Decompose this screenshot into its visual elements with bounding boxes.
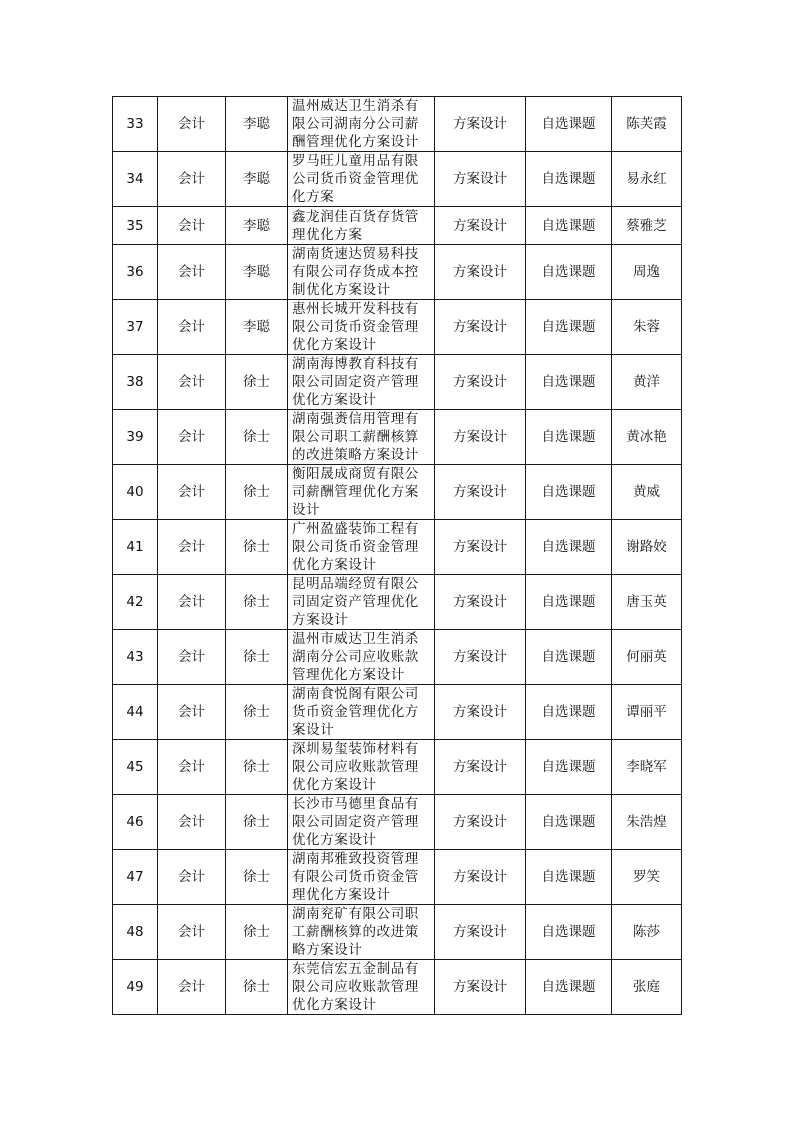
student-name-cell: 黄洋: [612, 355, 682, 410]
topic-title-cell: [288, 152, 435, 207]
topic-title-line: 湖南强赉信用管理有: [292, 411, 419, 427]
advisor-cell: 徐士: [226, 410, 288, 465]
topic-title-line: 限公司职工薪酬核算: [292, 429, 419, 445]
topic-title-line: 东莞信宏五金制品有: [292, 961, 419, 977]
row-number-cell: 40: [113, 465, 158, 520]
topic-type-cell: 方案设计: [435, 740, 526, 795]
student-name-cell: 李晓军: [612, 740, 682, 795]
topic-title-cell: [288, 960, 435, 1015]
topic-type-cell: 方案设计: [435, 575, 526, 630]
advisor-cell: 李聪: [226, 245, 288, 300]
advisor-cell: 徐士: [226, 960, 288, 1015]
topic-title-cell: [288, 410, 435, 465]
topic-title-line: 湖南食悦阁有限公司: [292, 686, 419, 702]
topic-title-line: 限公司湖南分公司薪: [292, 116, 419, 132]
topic-source-cell: 自选课题: [526, 630, 612, 685]
student-name-cell: 唐玉英: [612, 575, 682, 630]
topic-type-cell: 方案设计: [435, 97, 526, 152]
major-cell: 会计: [158, 850, 226, 905]
major-cell: 会计: [158, 465, 226, 520]
topic-title-line: 湖南海博教育科技有: [292, 356, 419, 372]
advisor-cell: 徐士: [226, 630, 288, 685]
topic-title-cell: [288, 795, 435, 850]
topic-title-cell: [288, 630, 435, 685]
topic-title-line: 理优化方案: [292, 226, 363, 243]
student-name-cell: 谭丽平: [612, 685, 682, 740]
table-row: [113, 630, 682, 685]
major-cell: 会计: [158, 207, 226, 245]
topic-type-cell: 方案设计: [435, 905, 526, 960]
topic-type-cell: 方案设计: [435, 300, 526, 355]
major-cell: 会计: [158, 630, 226, 685]
table-body: [113, 97, 682, 1015]
table-row: [113, 905, 682, 960]
topic-title-line: 司薪酬管理优化方案: [292, 484, 419, 500]
topic-title-line: 鑫龙润佳百货存货管: [292, 208, 419, 225]
topic-type-cell: 方案设计: [435, 850, 526, 905]
topic-type-cell: 方案设计: [435, 630, 526, 685]
topic-title-line: 优化方案设计: [292, 832, 377, 848]
topic-title-cell: [288, 245, 435, 300]
topic-source-cell: 自选课题: [526, 245, 612, 300]
topic-source-cell: 自选课题: [526, 465, 612, 520]
topic-source-cell: 自选课题: [526, 850, 612, 905]
topic-title-cell: [288, 97, 435, 152]
advisor-cell: 徐士: [226, 355, 288, 410]
topic-type-cell: 方案设计: [435, 355, 526, 410]
topic-title-line: 管理优化方案设计: [292, 667, 405, 683]
student-name-cell: 黄冰艳: [612, 410, 682, 465]
topic-type-cell: 方案设计: [435, 410, 526, 465]
topic-title-line: 优化方案设计: [292, 557, 377, 573]
topic-source-cell: 自选课题: [526, 97, 612, 152]
topic-source-cell: 自选课题: [526, 740, 612, 795]
topic-title-cell: [288, 207, 435, 245]
major-cell: 会计: [158, 245, 226, 300]
row-number-cell: 48: [113, 905, 158, 960]
table-row: [113, 245, 682, 300]
topic-title-line: 罗马旺儿童用品有限: [292, 153, 419, 169]
row-number-cell: 34: [113, 152, 158, 207]
student-name-cell: 易永红: [612, 152, 682, 207]
topic-title-line: 限公司固定资产管理: [292, 374, 419, 390]
major-cell: 会计: [158, 795, 226, 850]
topic-title-line: 广州盈盛装饰工程有: [292, 521, 419, 537]
topic-title-line: 温州市威达卫生消杀: [292, 631, 419, 647]
table-row: [113, 207, 682, 245]
topic-source-cell: 自选课题: [526, 685, 612, 740]
topic-title-line: 货币资金管理优化方: [292, 704, 419, 720]
table-row: [113, 575, 682, 630]
topic-title-line: 湖南兖矿有限公司职: [292, 906, 419, 922]
advisor-cell: 李聪: [226, 207, 288, 245]
major-cell: 会计: [158, 97, 226, 152]
topic-title-line: 有限公司货币资金管: [292, 869, 419, 885]
topic-source-cell: 自选课题: [526, 520, 612, 575]
table-row: [113, 152, 682, 207]
advisor-cell: 徐士: [226, 520, 288, 575]
topic-title-line: 惠州长城开发科技有: [292, 301, 419, 317]
topic-title-line: 案设计: [292, 722, 335, 738]
topic-title-cell: [288, 520, 435, 575]
topic-type-cell: 方案设计: [435, 685, 526, 740]
table-row: [113, 97, 682, 152]
topic-title-cell: [288, 575, 435, 630]
major-cell: 会计: [158, 410, 226, 465]
row-number-cell: 38: [113, 355, 158, 410]
table-row: [113, 410, 682, 465]
topic-source-cell: 自选课题: [526, 960, 612, 1015]
topic-title-line: 司固定资产管理优化: [292, 594, 419, 610]
advisor-cell: 徐士: [226, 905, 288, 960]
student-name-cell: 朱蓉: [612, 300, 682, 355]
major-cell: 会计: [158, 355, 226, 410]
topic-type-cell: 方案设计: [435, 960, 526, 1015]
topic-type-cell: 方案设计: [435, 245, 526, 300]
topic-type-cell: 方案设计: [435, 520, 526, 575]
advisor-cell: 徐士: [226, 850, 288, 905]
topic-title-line: 有限公司存货成本控: [292, 264, 419, 280]
topic-title-line: 优化方案设计: [292, 392, 377, 408]
row-number-cell: 44: [113, 685, 158, 740]
topic-title-line: 湖南邦雅致投资管理: [292, 851, 419, 867]
topic-title-line: 长沙市马德里食品有: [292, 796, 419, 812]
row-number-cell: 41: [113, 520, 158, 575]
major-cell: 会计: [158, 905, 226, 960]
topic-type-cell: 方案设计: [435, 207, 526, 245]
student-name-cell: 陈莎: [612, 905, 682, 960]
topic-title-line: 略方案设计: [292, 942, 363, 958]
topic-source-cell: 自选课题: [526, 795, 612, 850]
table-row: [113, 850, 682, 905]
topic-title-line: 优化方案设计: [292, 337, 377, 353]
topic-type-cell: 方案设计: [435, 465, 526, 520]
topic-title-line: 衡阳晟成商贸有限公: [292, 466, 419, 482]
table-row: [113, 465, 682, 520]
topic-title-cell: [288, 850, 435, 905]
advisor-cell: 李聪: [226, 152, 288, 207]
student-name-cell: 谢路姣: [612, 520, 682, 575]
topic-type-cell: 方案设计: [435, 152, 526, 207]
row-number-cell: 46: [113, 795, 158, 850]
advisor-cell: 李聪: [226, 300, 288, 355]
row-number-cell: 35: [113, 207, 158, 245]
topic-title-line: 的改进策略方案设计: [292, 447, 419, 463]
table-row: [113, 300, 682, 355]
advisor-cell: 徐士: [226, 575, 288, 630]
advisor-cell: 徐士: [226, 740, 288, 795]
topic-title-line: 酬管理优化方案设计: [292, 134, 419, 150]
topic-title-line: 限公司应收账款管理: [292, 979, 419, 995]
student-name-cell: 周逸: [612, 245, 682, 300]
topic-source-cell: 自选课题: [526, 355, 612, 410]
student-name-cell: 黄威: [612, 465, 682, 520]
row-number-cell: 33: [113, 97, 158, 152]
topic-source-cell: 自选课题: [526, 152, 612, 207]
topic-title-line: 湖南货速达贸易科技: [292, 246, 419, 262]
topic-title-line: 昆明品端经贸有限公: [292, 576, 419, 592]
topic-title-cell: [288, 740, 435, 795]
student-name-cell: 何丽英: [612, 630, 682, 685]
major-cell: 会计: [158, 740, 226, 795]
row-number-cell: 42: [113, 575, 158, 630]
topic-title-line: 设计: [292, 502, 321, 518]
topic-title-line: 限公司固定资产管理: [292, 814, 419, 830]
topic-title-line: 公司货币资金管理优: [292, 171, 419, 187]
topic-title-line: 深圳易玺装饰材料有: [292, 741, 419, 757]
topic-title-cell: [288, 355, 435, 410]
topic-title-cell: [288, 465, 435, 520]
major-cell: 会计: [158, 152, 226, 207]
topic-source-cell: 自选课题: [526, 905, 612, 960]
major-cell: 会计: [158, 520, 226, 575]
topic-title-cell: [288, 905, 435, 960]
topic-title-line: 方案设计: [292, 612, 349, 628]
table-row: [113, 960, 682, 1015]
topic-title-line: 化方案: [292, 189, 335, 205]
table-row: [113, 795, 682, 850]
topic-source-cell: 自选课题: [526, 207, 612, 245]
topic-title-line: 限公司应收账款管理: [292, 759, 419, 775]
topic-title-line: 制优化方案设计: [292, 282, 391, 298]
row-number-cell: 37: [113, 300, 158, 355]
major-cell: 会计: [158, 685, 226, 740]
row-number-cell: 39: [113, 410, 158, 465]
advisor-cell: 徐士: [226, 465, 288, 520]
row-number-cell: 45: [113, 740, 158, 795]
topic-title-line: 优化方案设计: [292, 777, 377, 793]
row-number-cell: 49: [113, 960, 158, 1015]
row-number-cell: 47: [113, 850, 158, 905]
topic-title-line: 温州威达卫生消杀有: [292, 98, 419, 114]
student-name-cell: 朱浩煌: [612, 795, 682, 850]
topic-source-cell: 自选课题: [526, 575, 612, 630]
table-row: [113, 355, 682, 410]
topic-source-cell: 自选课题: [526, 300, 612, 355]
advisor-cell: 徐士: [226, 685, 288, 740]
row-number-cell: 43: [113, 630, 158, 685]
student-name-cell: 陈芙霞: [612, 97, 682, 152]
advisor-cell: 徐士: [226, 795, 288, 850]
topic-title-line: 湖南分公司应收账款: [292, 649, 419, 665]
topic-title-line: 限公司货币资金管理: [292, 319, 419, 335]
row-number-cell: 36: [113, 245, 158, 300]
topic-title-line: 限公司货币资金管理: [292, 539, 419, 555]
topic-type-cell: 方案设计: [435, 795, 526, 850]
table-row: [113, 740, 682, 795]
topic-title-line: 理优化方案设计: [292, 887, 391, 903]
thesis-topic-table: [112, 96, 682, 1015]
student-name-cell: 罗笑: [612, 850, 682, 905]
topic-source-cell: 自选课题: [526, 410, 612, 465]
major-cell: 会计: [158, 960, 226, 1015]
major-cell: 会计: [158, 300, 226, 355]
student-name-cell: 张庭: [612, 960, 682, 1015]
advisor-cell: 李聪: [226, 97, 288, 152]
topic-title-cell: [288, 685, 435, 740]
major-cell: 会计: [158, 575, 226, 630]
table-row: [113, 685, 682, 740]
topic-title-line: 工薪酬核算的改进策: [292, 924, 419, 940]
table-row: [113, 520, 682, 575]
topic-title-cell: [288, 300, 435, 355]
student-name-cell: 蔡雅芝: [612, 207, 682, 245]
topic-title-line: 优化方案设计: [292, 997, 377, 1013]
